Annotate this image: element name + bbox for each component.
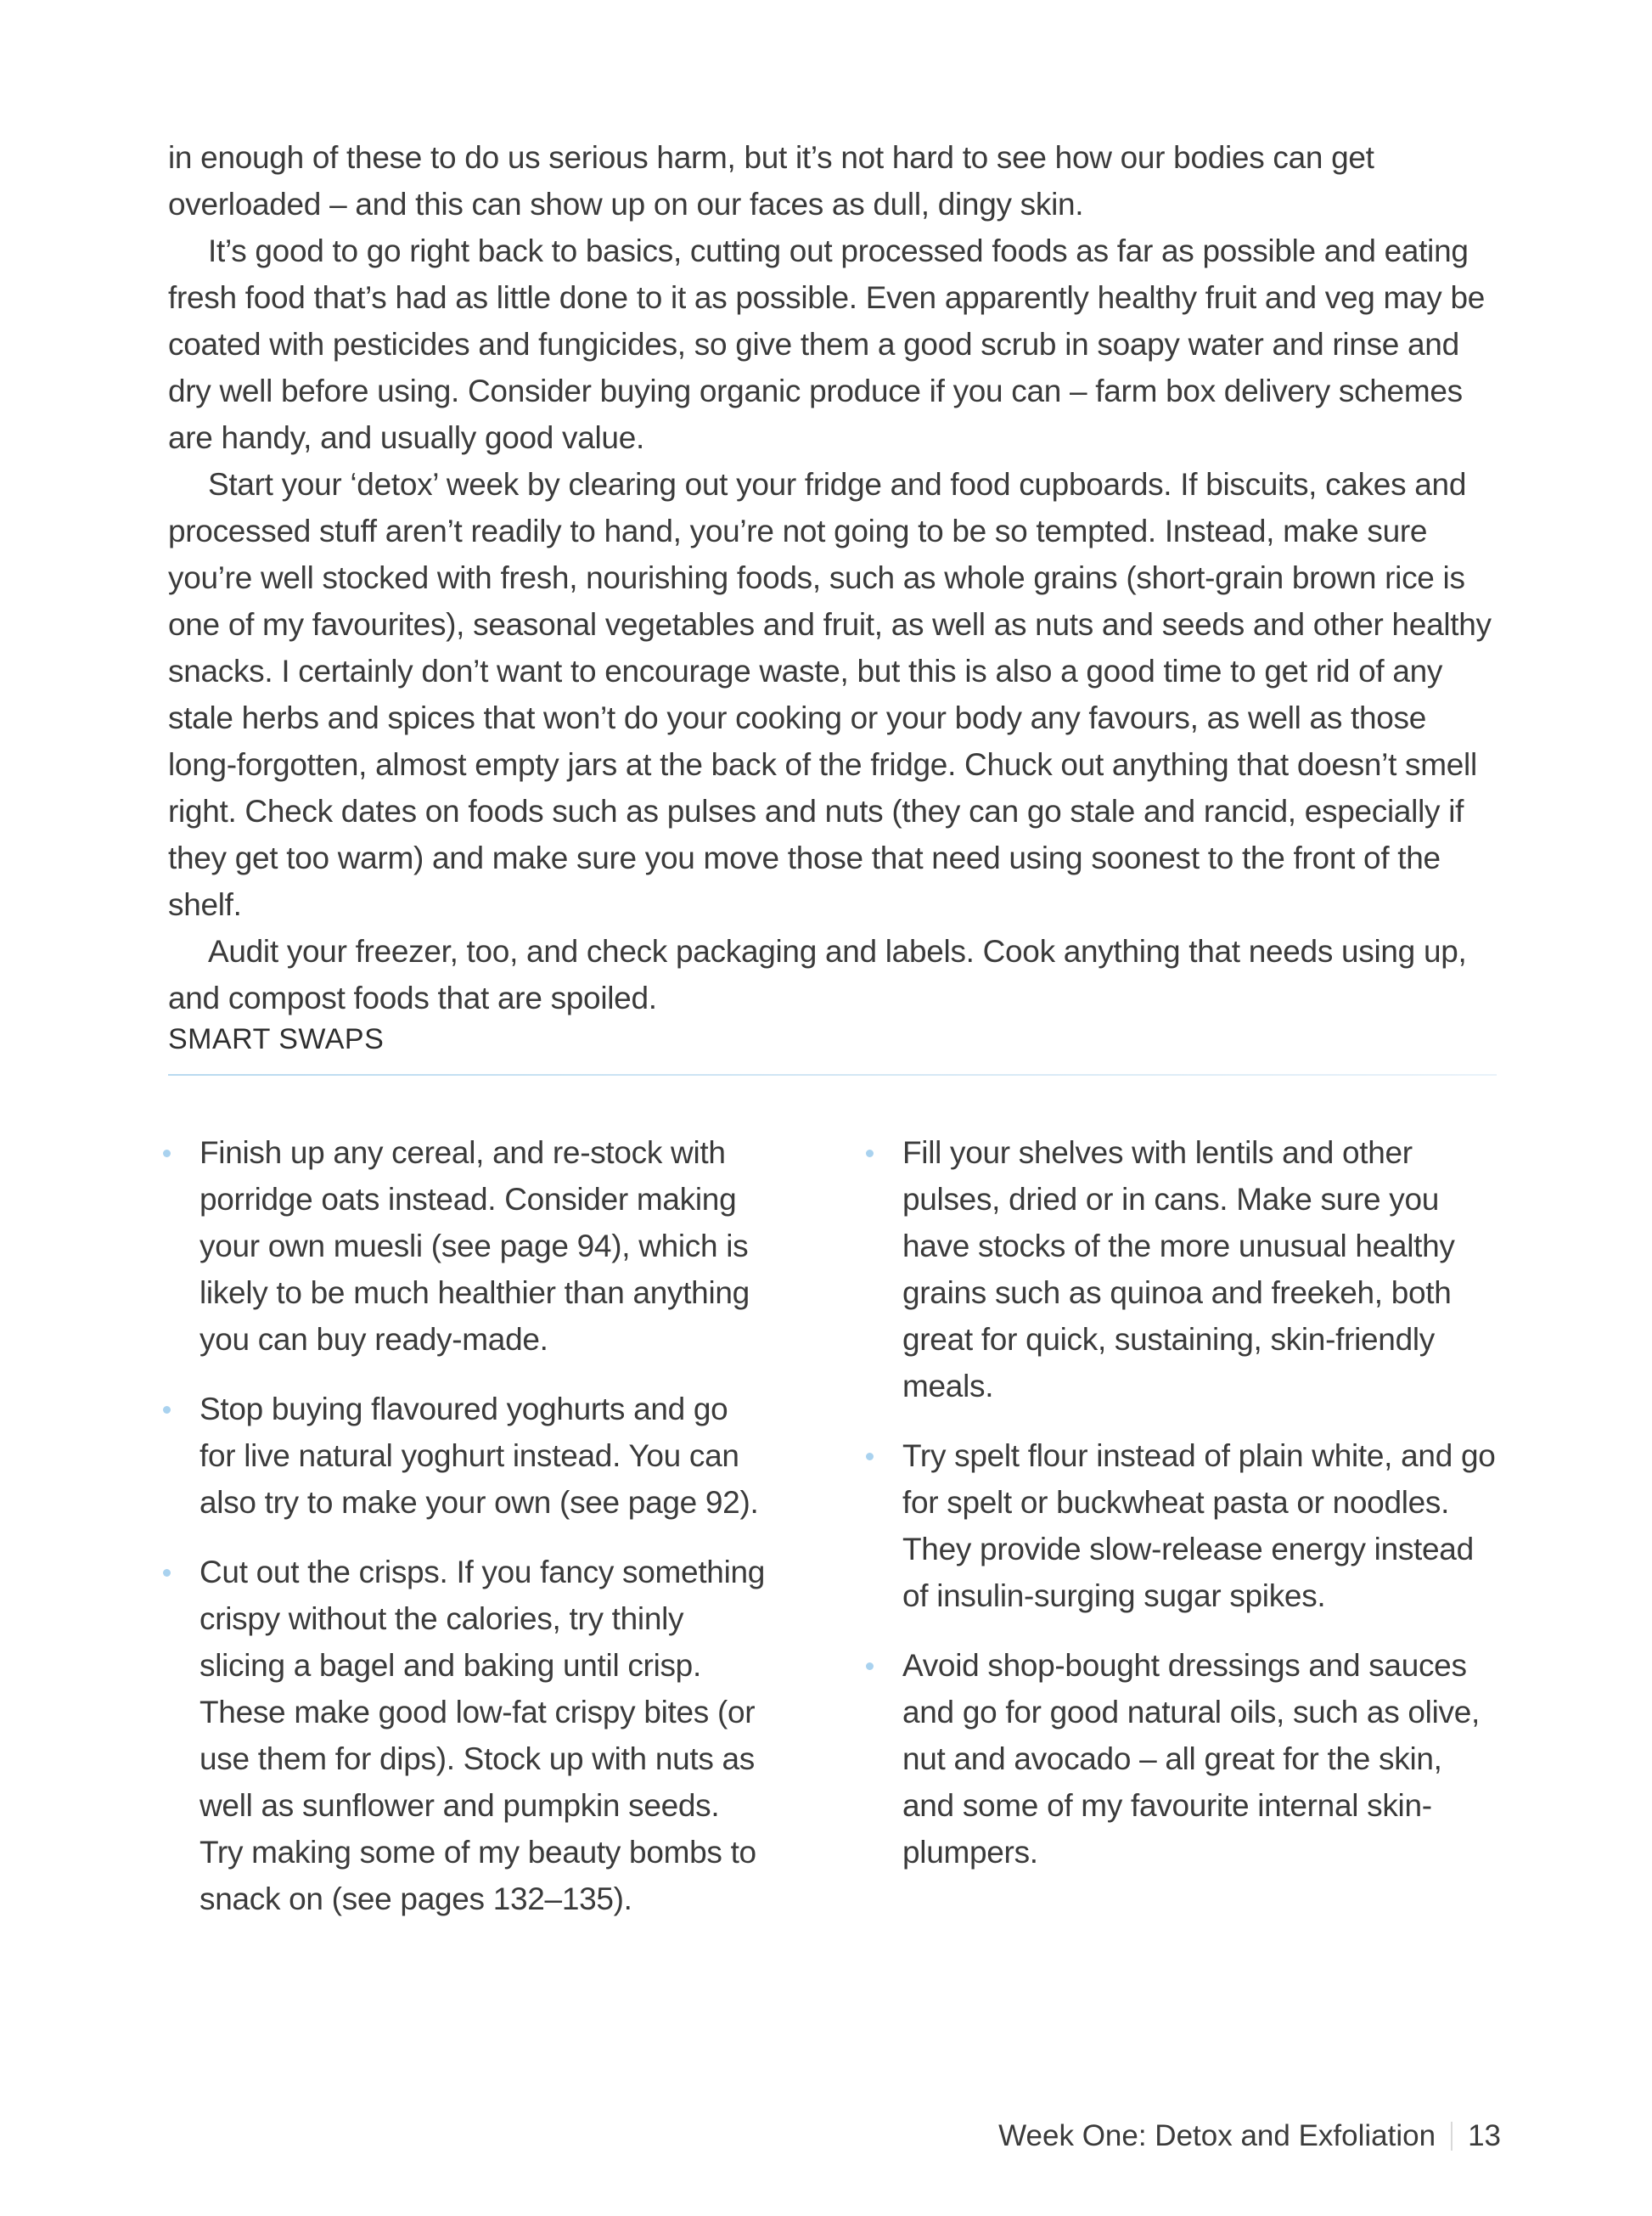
section-divider: [168, 1074, 1497, 1076]
paragraph-detox-week: Start your ‘detox’ week by clearing out your fridge and food cupboards. If biscuits, cakes and processed stuff aren’t readily to hand, you’re not going to be so tempted. Instead, make sure you’re well stocked with fresh, nourishing foods, such as whole grains (short-grain brown rice is one of my favourites), seasonal vegetables and fruit, as well as nuts and seeds and other healthy snacks. I certainly don’t want to encourage waste, but this is also a good time to get rid of any stale herbs and spices that won’t do your cooking or your body any favours, as well as those long-forgotten, almost empty jars at the back of the fridge. Chuck out anything that doesn’t smell right. Check dates on foods such as pulses and nuts (they can go stale and rancid, especially if they get too warm) and make sure you move those that need using soonest to the front of the shelf.: [168, 467, 1492, 922]
paragraph-freezer: Audit your freezer, too, and check packaging and labels. Cook anything that needs using up, and compost foods that are spoiled.: [168, 934, 1467, 1015]
bullet-icon: [163, 1150, 171, 1157]
body-text: [168, 134, 1492, 1021]
list-item-text: Avoid shop-bought dressings and sauces and go for good natural oils, such as olive, nut and avocado – all great for the skin, and some of my favourite internal skin-plumpers.: [902, 1648, 1480, 1870]
page-number: 13: [1468, 2119, 1501, 2152]
page-footer: [998, 2119, 1501, 2153]
list-item: [864, 1129, 1501, 1409]
swaps-right-column: [864, 1129, 1501, 1898]
bullet-icon: [163, 1569, 171, 1577]
bullet-icon: [866, 1453, 874, 1460]
paragraph-continuation: in enough of these to do us serious harm, but it’s not hard to see how our bodies can get overloaded – and this can show up on our faces as dull, dingy skin.: [168, 140, 1374, 222]
section-heading: SMART SWAPS: [168, 1023, 385, 1055]
list-item: [864, 1432, 1501, 1619]
list-item: [161, 1549, 768, 1922]
bullet-icon: [163, 1406, 171, 1414]
list-item-text: Try spelt flour instead of plain white, and go for spelt or buckwheat pasta or noodles. They provide slow-release energy instead of insulin-surging sugar spikes.: [902, 1438, 1496, 1613]
list-item-text: Cut out the crisps. If you fancy something crispy without the calories, try thinly slicing a bagel and baking until crisp. These make good low-fat crispy bites (or use them for dips). Stock up with nuts as well as sunflower and pumpkin seeds. Try making some of my beauty bombs to snack on (see pages 132–135).: [199, 1555, 766, 1916]
bullet-icon: [866, 1150, 874, 1157]
list-item-text: Finish up any cereal, and re-stock with porridge oats instead. Consider making your own muesli (see page 94), which is likely to be much healthier than anything you can buy ready-made.: [199, 1135, 750, 1357]
list-item: [161, 1129, 768, 1363]
list-item-text: Fill your shelves with lentils and other pulses, dried or in cans. Make sure you have stocks of the more unusual healthy grains such as quinoa and freekeh, both great for quick, sustaining, skin-friendly meals.: [902, 1135, 1455, 1403]
bullet-icon: [866, 1662, 874, 1670]
footer-divider: [1451, 2122, 1453, 2151]
list-item: [161, 1386, 768, 1526]
swaps-left-column: [161, 1129, 768, 1945]
list-item: [864, 1642, 1501, 1876]
list-item-text: Stop buying flavoured yoghurts and go for live natural yoghurt instead. You can also try to make your own (see page 92).: [199, 1392, 759, 1520]
chapter-title: Week One: Detox and Exfoliation: [998, 2119, 1436, 2152]
paragraph-basics: It’s good to go right back to basics, cutting out processed foods as far as possible and eating fresh food that’s had as little done to it as possible. Even apparently healthy fruit and veg may be coated with pesticides and fungicides, so give them a good scrub in soapy water and rinse and dry well before using. Consider buying organic produce if you can – farm box delivery schemes are handy, and usually good value.: [168, 233, 1486, 455]
